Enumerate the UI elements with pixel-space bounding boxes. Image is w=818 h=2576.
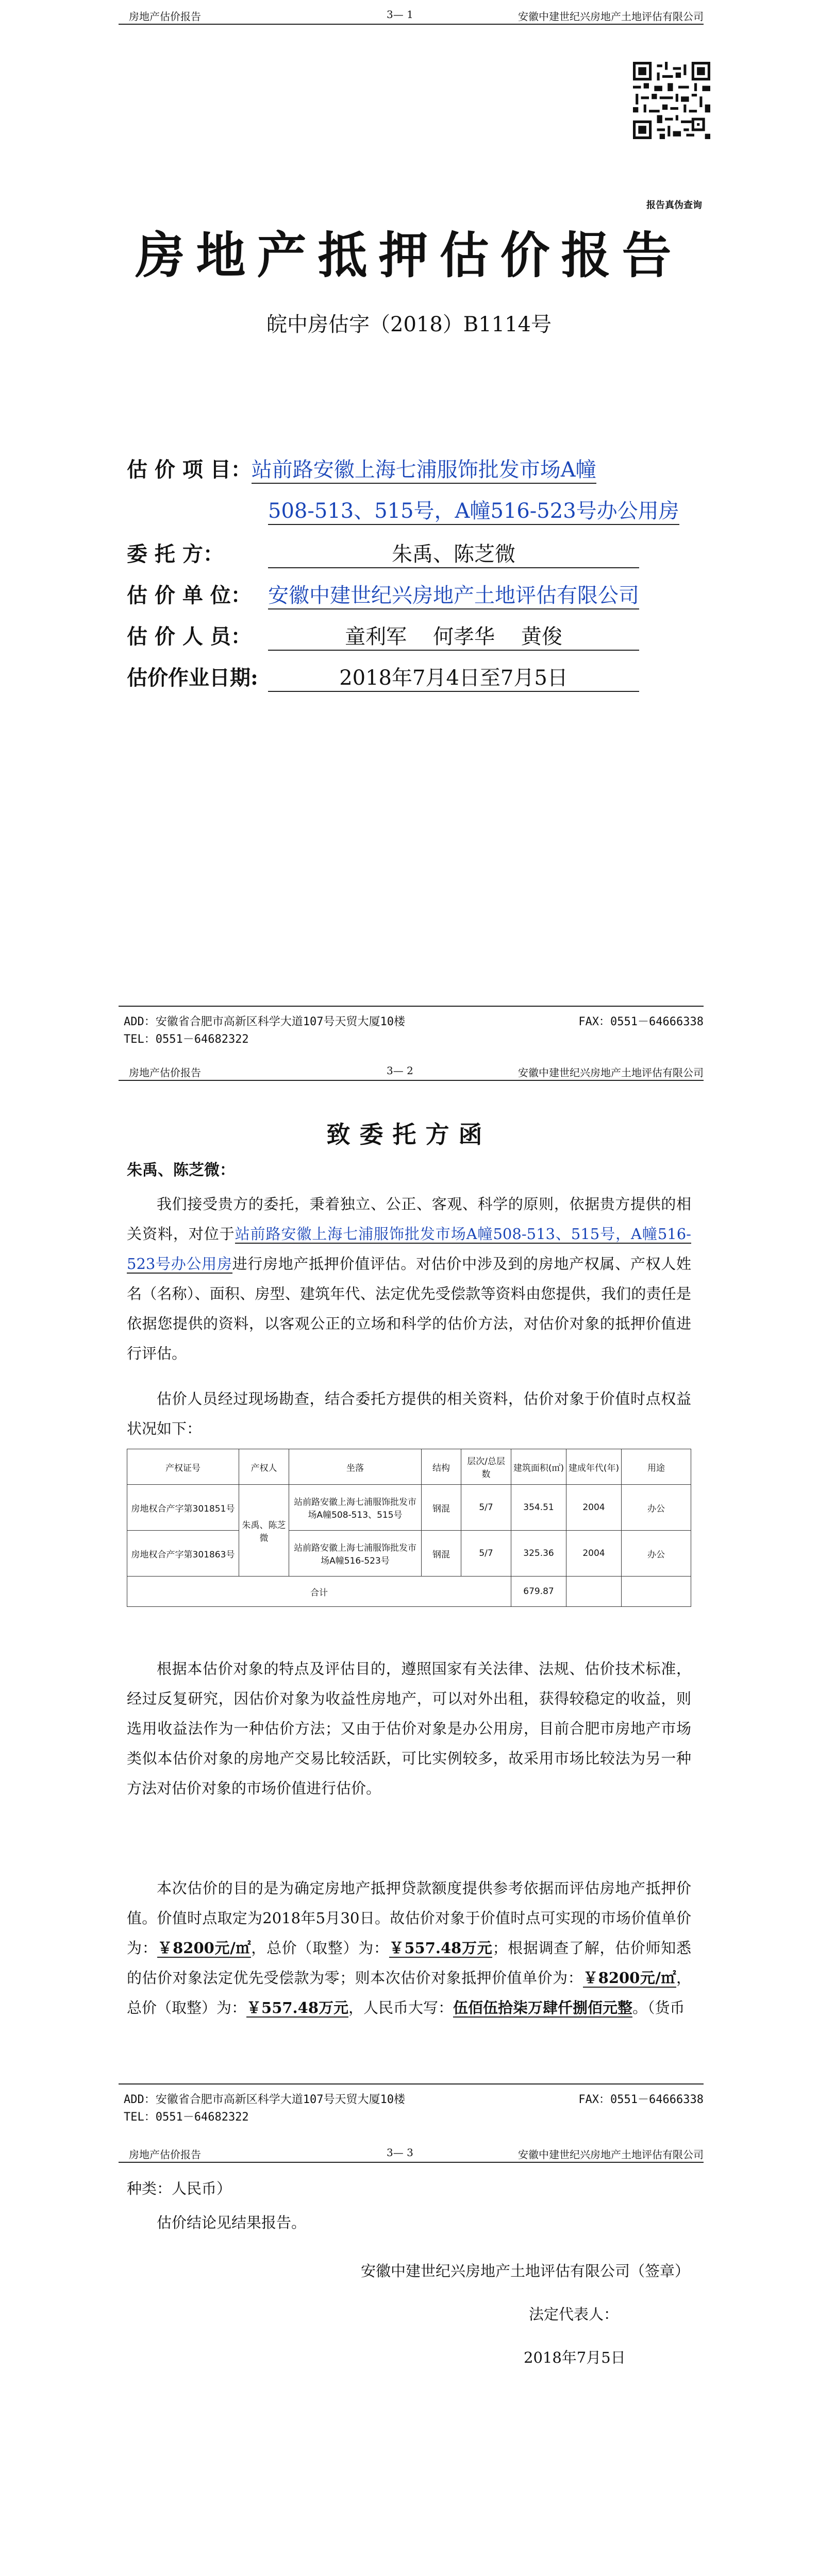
page-number: 3— 2 [387,1064,413,1077]
column-header: 建成年代(年) [566,1449,622,1485]
page-number: 3— 3 [387,2146,413,2159]
header-left: 房地产估价报告 [129,10,201,23]
cell-owner: 朱禹、陈芝微 [239,1485,289,1577]
letter-heading: 致委托方函 [326,1121,492,1148]
paragraph-intro: 我们接受贵方的委托，秉着独立、公正、客观、科学的原则，依据贵方提供的相关资料，对位于站前路安徽上海七浦服饰批发市场A幢508-513、515号，A幢516-523号办公用房进行房地产抵押价值评估。对估价中涉及到的房地产权属、产权人姓名（名称）、面积、房型、建筑年代、法定优先受偿款等资料由您提供，我们的责任是依据您提供的资料，以客观公正的立场和科学的估价方法，对估价对象的抵押价值进行评估。 [127,1195,691,1362]
header-company: 安徽中建世纪兴房地产土地评估有限公司 [518,10,704,23]
cell: 5/7 [461,1485,511,1531]
cell: 2004 [566,1485,622,1531]
field-label: 估 价 人 员： [127,624,252,649]
project-value-line1: 站前路安徽上海七浦服饰批发市场A幢 [252,453,596,484]
cell: 站前路安徽上海七浦服饰批发市场A幢516-523号 [289,1531,422,1577]
footer-address: ADD：安徽省合肥市高新区科学大道107号天贸大厦10楼 [124,2093,405,2106]
field-label: 估价作业日期: [127,666,258,690]
column-header: 产权人 [239,1449,289,1485]
paragraph-conclusion: 本次估价的目的是为确定房地产抵押贷款额度提供参考依据而评估房地产抵押价值。价值时点取定为2018年5月30日。故估价对象于价值时点可实现的市场价值单价为：￥8200元/㎡，总价（取整）为：￥557.48万元；根据调查了解，估价师知悉的估价对象法定优先受偿款为零；则本次估价对象抵押价值单价为：￥8200元/㎡，总价（取整）为：￥557.48万元，人民币大写：伍佰伍拾柒万肆仟捌佰元整。（货币 [127,1879,691,2016]
field-unit [127,579,639,609]
report-title: 房地产抵押估价报告 [135,226,683,284]
property-address-link: 站前路安徽上海七浦服饰批发市场A幢508-513、515号，A幢516-523号办公用房 [127,1225,691,1273]
mortgage-total-price: ￥557.48万元 [246,1999,349,2016]
column-header: 结构 [422,1449,461,1485]
column-header: 坐落 [289,1449,422,1485]
total-price: ￥557.48万元 [389,1939,493,1957]
header-company: 安徽中建世纪兴房地产土地评估有限公司 [518,1066,704,1079]
field-persons [127,620,639,651]
column-header: 用途 [622,1449,691,1485]
sum-value: 679.87 [511,1577,566,1607]
header-company: 安徽中建世纪兴房地产土地评估有限公司 [518,2148,704,2161]
footer-tel: TEL：0551－64682322 [124,2111,249,2124]
client-value: 朱禹、陈芝微 [268,538,639,568]
header-left: 房地产估价报告 [129,1066,201,1079]
column-header: 层次/总层数 [461,1449,511,1485]
field-project [127,453,596,484]
page-letter [0,1056,818,2138]
column-header: 建筑面积(㎡) [511,1449,566,1485]
header-left: 房地产估价报告 [129,2148,201,2161]
cell: 2004 [566,1531,622,1577]
paragraph-survey: 估价人员经过现场勘查，结合委托方提供的相关资料，估价对象于价值时点权益状况如下： [127,1390,691,1437]
cell: 办公 [622,1485,691,1531]
mortgage-unit-price: ￥8200元/㎡ [583,1969,676,1987]
field-client [127,538,639,568]
page-signature [0,2138,818,2576]
cell: 325.36 [511,1531,566,1577]
currency-type: 种类：人民币） [127,2180,232,2197]
property-table [127,1449,691,1607]
cell: 钢混 [422,1531,461,1577]
cell: 354.51 [511,1485,566,1531]
conclusion-note: 估价结论见结果报告。 [157,2214,307,2231]
legal-representative: 法定代表人： [529,2306,619,2323]
field-date [127,662,639,692]
sum-label: 合计 [127,1577,511,1607]
letter-salutation: 朱禹、陈芝微： [127,1161,235,1179]
paragraph-method: 根据本估价对象的特点及评估目的，遵照国家有关法律、法规、估价技术标准，经过反复研究，因估价对象为收益性房地产，可以对外出租，获得较稳定的收益，则选用收益法作为一种估价方法；又由于估价对象是办公用房，目前合肥市房地产市场类似本估价对象的房地产交易比较活跃，可比实例较多，故采用市场比较法为另一种方法对估价对象的市场价值进行估价。 [127,1660,691,1797]
cell: 5/7 [461,1531,511,1577]
persons-value: 童利军 何孝华 黄俊 [268,620,639,651]
date-value: 2018年7月4日至7月5日 [268,662,639,692]
qr-verify-label: 报告真伪查询 [646,200,702,211]
footer-fax: FAX：0551－64666338 [578,1015,704,1028]
table-row [127,1485,691,1531]
unit-price: ￥8200元/㎡ [157,1939,252,1957]
cell: 站前路安徽上海七浦服饰批发市场A幢508-513、515号 [289,1485,422,1531]
footer-fax: FAX：0551－64666338 [578,2093,704,2106]
table-header-row [127,1449,691,1485]
qr-code-icon[interactable] [633,62,710,139]
column-header: 产权证号 [127,1449,239,1485]
table-row [127,1531,691,1577]
cell: 房地权合产字第301851号 [127,1485,239,1531]
cell: 钢混 [422,1485,461,1531]
company-signature: 安徽中建世纪兴房地产土地评估有限公司（签章） [361,2262,690,2280]
cell: 房地权合产字第301863号 [127,1531,239,1577]
document-number: 皖中房估字（2018）B1114号 [266,313,552,336]
project-value-line2: 508-513、515号，A幢516-523号办公用房 [268,495,679,525]
field-label: 估 价 单 位： [127,583,252,607]
amount-in-words: 伍佰伍拾柒万肆仟捌佰元整 [453,1999,633,2016]
footer-tel: TEL：0551－64682322 [124,1033,249,1046]
field-label: 估 价 项 目： [127,457,252,482]
cell: 办公 [622,1531,691,1577]
page-header [119,2143,704,2163]
cell [622,1577,691,1607]
table-sum-row [127,1577,691,1607]
cell [566,1577,622,1607]
page-header [119,5,704,25]
unit-value: 安徽中建世纪兴房地产土地评估有限公司 [268,579,639,609]
footer-address: ADD：安徽省合肥市高新区科学大道107号天贸大厦10楼 [124,1015,405,1028]
page-header [119,1061,704,1081]
field-label: 委 托 方： [127,542,224,566]
signature-date: 2018年7月5日 [524,2349,626,2366]
page-cover [0,0,818,1056]
page-number: 3— 1 [387,8,413,21]
